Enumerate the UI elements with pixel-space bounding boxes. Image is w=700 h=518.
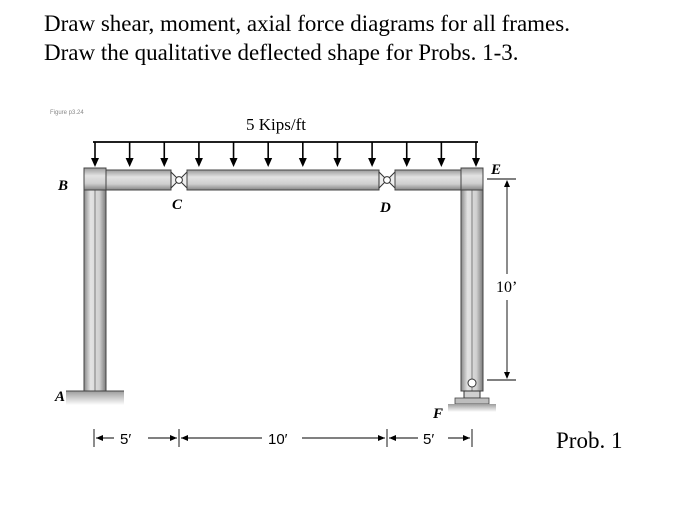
span-label-1: 5′ [120,431,132,448]
hinge-d [379,172,395,188]
load-arrow-head [230,158,238,167]
load-arrow-head [472,158,480,167]
node-label-a: A [55,389,66,405]
load-arrow-head [299,158,307,167]
height-dimension-label: 10’ [496,279,518,296]
beam-de [395,170,461,190]
column-ef [461,168,483,391]
column-ab [84,168,106,391]
load-arrow-head [126,158,134,167]
load-arrow-head [91,158,99,167]
load-label: 5 Kips/ft [246,115,306,134]
fixed-support-a [66,391,124,405]
pin-support-f [448,379,496,412]
instruction-line-1: Draw shear, moment, axial force diagrams for all frames. [44,11,570,36]
load-arrow-head [333,158,341,167]
node-label-d: D [380,200,391,216]
beam-cd [187,170,379,190]
node-label-c: C [172,197,183,213]
load-arrows [91,142,480,167]
node-label-e: E [491,162,502,178]
load-arrow-head [264,158,272,167]
load-arrow-head [368,158,376,167]
load-arrow-head [403,158,411,167]
load-arrow-head [160,158,168,167]
instruction-line-2: Draw the qualitative deflected shape for Probs. 1-3. [44,40,519,65]
span-label-3: 5′ [423,431,435,448]
node-label-b: B [58,178,69,194]
span-label-2: 10′ [268,431,288,448]
figure-caption: Figure p3.24 [50,110,84,116]
distributed-load [91,142,480,167]
hinge-c [171,172,187,188]
load-arrow-head [437,158,445,167]
beam-bc [106,170,171,190]
problem-label: Prob. 1 [556,428,623,453]
node-label-f: F [433,406,444,422]
load-arrow-head [195,158,203,167]
